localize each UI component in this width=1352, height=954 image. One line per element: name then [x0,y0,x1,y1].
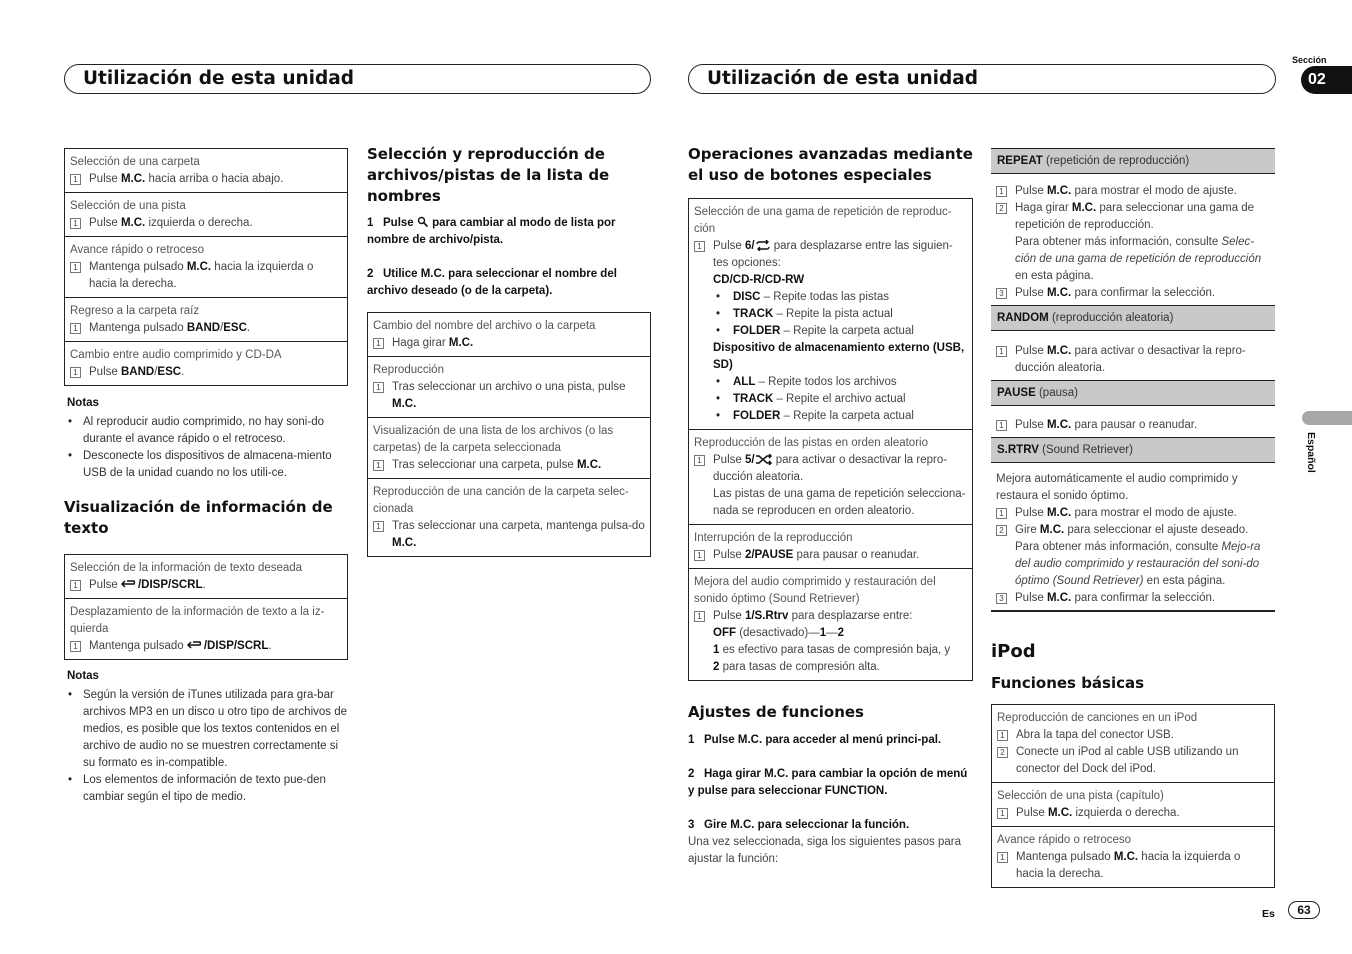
list-item: • Según la versión de iTunes utilizada para gra-bar archivos MP3 en un disco u otro tipo de archivos de medios, es posible que los textos contenidos en el archivo de audio no se muestren correctamente si su formato es in-compatible. [64,687,348,772]
instruction-step: 1 Pulse M.C. para acceder al menú princi-pal. [688,734,942,746]
list-item: • TRACK – Repite la pista actual [713,306,967,323]
step-number-icon: 2 [996,525,1007,536]
back-arrow-icon [187,640,204,651]
instruction-step: 2 Utilice M.C. para seleccionar el nombre del archivo deseado (o de la carpeta). [367,268,617,297]
table-row: Selección de una pista (capítulo) 1 Pulse M.C. izquierda o derecha. [992,782,1274,826]
column-1 [64,148,348,806]
repeat-icon [755,240,771,251]
list-item: • DISC – Repite todas las pistas [713,289,967,306]
step-number-icon: 1 [997,730,1008,741]
notes-title: Notas [67,670,99,682]
step-number-icon: 1 [996,420,1007,431]
step-number-icon: 3 [996,288,1007,299]
repeat-steps: 1 Pulse M.C. para mostrar el modo de ajuste. 2 Haga girar M.C. para seleccionar una gama de repetición de reproducción. Para obtener más información, consulte Selec-ción de una gama de repetición de reproducción en esta página. 3 Pulse M.C. para confirmar la selección. [991,174,1275,305]
notes-list [64,687,348,806]
repeat-header: REPEAT (repetición de reproducción) [991,148,1275,174]
table-row: Mejora del audio comprimido y restauración del sonido óptimo (Sound Retriever) 1 Pulse 1/S.Rtrv para desplazarse entre: OFF (desactivado)—1—2 1 es efectivo para tasas de compresión baja, y 2 para tasas de compresión alta. [689,568,972,680]
left-page-title: Utilización de esta unidad [64,64,651,94]
step-number-icon: 1 [373,382,384,393]
table-row: Reproducción de las pistas en orden aleatorio 1 Pulse 5/ para activar o desactivar la repro-ducción aleatoria. Las pistas de una gama de repetición selecciona-nada se reproducen en orden aleatorio. [689,429,972,524]
advanced-ops-table [688,198,973,681]
instruction-step: 1 Pulse para cambiar al modo de lista por nombre de archivo/pista. [367,217,616,246]
text-info-heading: Visualización de información de texto [64,498,333,537]
list-item: • Al reproducir audio comprimido, no hay soni-do durante el avance rápido o el retroceso. [64,414,348,448]
step-number-icon: 1 [70,580,81,591]
table-row: Selección de la información de texto deseada 1 Pulse /DISP/SCRL. [70,562,303,591]
folder-operations-table [64,148,348,386]
language-label: Español [1305,432,1317,473]
back-arrow-icon [121,579,138,590]
list-item: • FOLDER – Repite la carpeta actual [713,323,967,340]
section-label: Sección [1292,55,1327,65]
step-number-icon: 1 [373,460,384,471]
ipod-functions-table [991,704,1275,888]
table-row: Interrupción de la reproducción 1 Pulse 2/PAUSE para pausar o reanudar. [689,524,972,568]
step-number-icon: 1 [70,641,81,652]
table-row: Regreso a la carpeta raíz 1 Mantenga pulsado BAND/ESC. [65,297,347,341]
table-row: Visualización de una lista de los archivos (o las carpetas) de la carpeta seleccionada 1 Tras seleccionar una carpeta, pulse M.C. [368,417,650,478]
table-row: Reproducción 1 Tras seleccionar un archivo o una pista, pulse M.C. [368,356,650,417]
step-number-icon: 1 [70,218,81,229]
instruction-step: 2 Haga girar M.C. para cambiar la opción de menú y pulse para seleccionar FUNCTION. [688,768,968,797]
table-row: Reproducción de canciones en un iPod 1 Abra la tapa del conector USB. 2 Conecte un iPod al cable USB utilizando un conector del Dock del iPod. [997,712,1239,775]
page-number: 63 [1288,901,1320,919]
step-number-icon: 2 [997,747,1008,758]
step-number-icon: 1 [694,241,705,252]
external-repeat-options [694,374,967,425]
basic-functions-heading: Funciones básicas [991,674,1145,692]
srtrv-header: S.RTRV (Sound Retriever) [991,437,1275,463]
step-number-icon: 1 [997,852,1008,863]
table-row: Selección de una gama de repetición de reproduc-ción 1 Pulse 6/ para desplazarse entre las siguien-tes opciones: CD/CD-R/CD-RW • DISC – Repite todas las pistas • TRACK – Repite la pista actual • FOLDER – Repite la carpeta actual Dispositivo de almacenamiento externo (USB, SD) • ALL – Repite todos los archivos • TRACK – Repite el archivo actual • FOLDER – Repite la carpeta actual [689,199,972,429]
notes-list [64,414,348,482]
list-item: • ALL – Repite todos los archivos [713,374,967,391]
column-3 [688,144,973,868]
table-row: Selección de una pista 1 Pulse M.C. izquierda o derecha. [65,192,347,236]
function-settings-heading: Ajustes de funciones [688,703,864,721]
table-row: Cambio entre audio comprimido y CD-DA 1 Pulse BAND/ESC. [65,341,347,385]
step-number-icon: 1 [70,367,81,378]
step-number-icon: 1 [373,521,384,532]
table-row: Avance rápido o retroceso 1 Mantenga pulsado M.C. hacia la izquierda o hacia la derecha. [992,826,1274,887]
step-number-icon: 1 [997,808,1008,819]
file-list-heading: Selección y reproducción de archivos/pistas de la lista de nombres [367,145,610,205]
list-item: • Los elementos de información de texto pue-den cambiar según el tipo de medio. [64,772,348,806]
cd-repeat-options [694,289,967,340]
step-number-icon: 1 [70,174,81,185]
step-number-icon: 1 [694,455,705,466]
column-4 [991,148,1275,888]
table-row: Reproducción de una canción de la carpeta selec-cionada 1 Tras seleccionar una carpeta, mantenga pulsa-do M.C. [368,478,650,556]
step-number-icon: 1 [373,338,384,349]
pause-header: PAUSE (pausa) [991,380,1275,406]
pause-steps: 1 Pulse M.C. para pausar o reanudar. [991,406,1275,437]
random-header: RANDOM (reproducción aleatoria) [991,305,1275,331]
step-number-icon: 1 [694,550,705,561]
random-steps: 1 Pulse M.C. para activar o desactivar la repro-ducción aleatoria. [991,331,1275,380]
advanced-ops-heading: Operaciones avanzadas mediante el uso de botones especiales [688,145,973,184]
file-list-table [367,312,651,557]
srtrv-steps: Mejora automáticamente el audio comprimido y restaura el sonido óptimo. 1 Pulse M.C. para mostrar el modo de ajuste. 2 Gire M.C. para seleccionar el ajuste deseado. Para obtener más información, consulte Mejo-ra del audio comprimido y restauración del soni-do óptimo (Sound Retriever) en esta página. 3 Pulse M.C. para confirmar la selección. [991,463,1275,612]
list-item: • Desconecte los dispositivos de almacena-miento USB de la unidad cuando no los utili-ce. [64,448,348,482]
table-row: Avance rápido o retroceso 1 Mantenga pulsado M.C. hacia la izquierda o hacia la derecha. [65,236,347,297]
step-number-icon: 1 [996,508,1007,519]
table-row: Cambio del nombre del archivo o la carpeta 1 Haga girar M.C. [373,320,596,349]
list-item: • TRACK – Repite el archivo actual [713,391,967,408]
step-number-icon: 1 [70,323,81,334]
search-icon [417,216,429,228]
ipod-heading: iPod [991,641,1036,662]
step-number-icon: 1 [996,346,1007,357]
column-2 [367,144,651,557]
text-info-table [64,554,348,660]
right-page-title: Utilización de esta unidad [688,64,1276,94]
notes-title: Notas [67,397,99,409]
instruction-step: 3 Gire M.C. para seleccionar la función. [688,819,910,831]
step-number-icon: 1 [996,186,1007,197]
instruction-note: Una vez seleccionada, siga los siguientes pasos para ajustar la función: [688,836,961,865]
step-number-icon: 1 [694,611,705,622]
language-code: Es [1262,908,1275,920]
table-row: Desplazamiento de la información de texto a la iz-quierda 1 Mantenga pulsado /DISP/SCRL. [65,598,347,659]
step-number-icon: 1 [70,262,81,273]
step-number-icon: 2 [996,203,1007,214]
step-number-icon: 3 [996,593,1007,604]
section-number: 02 [1301,66,1352,94]
shuffle-icon [755,454,773,465]
language-tab [1302,411,1352,425]
list-item: • FOLDER – Repite la carpeta actual [713,408,967,425]
table-row: Selección de una carpeta 1 Pulse M.C. hacia arriba o hacia abajo. [70,156,284,185]
